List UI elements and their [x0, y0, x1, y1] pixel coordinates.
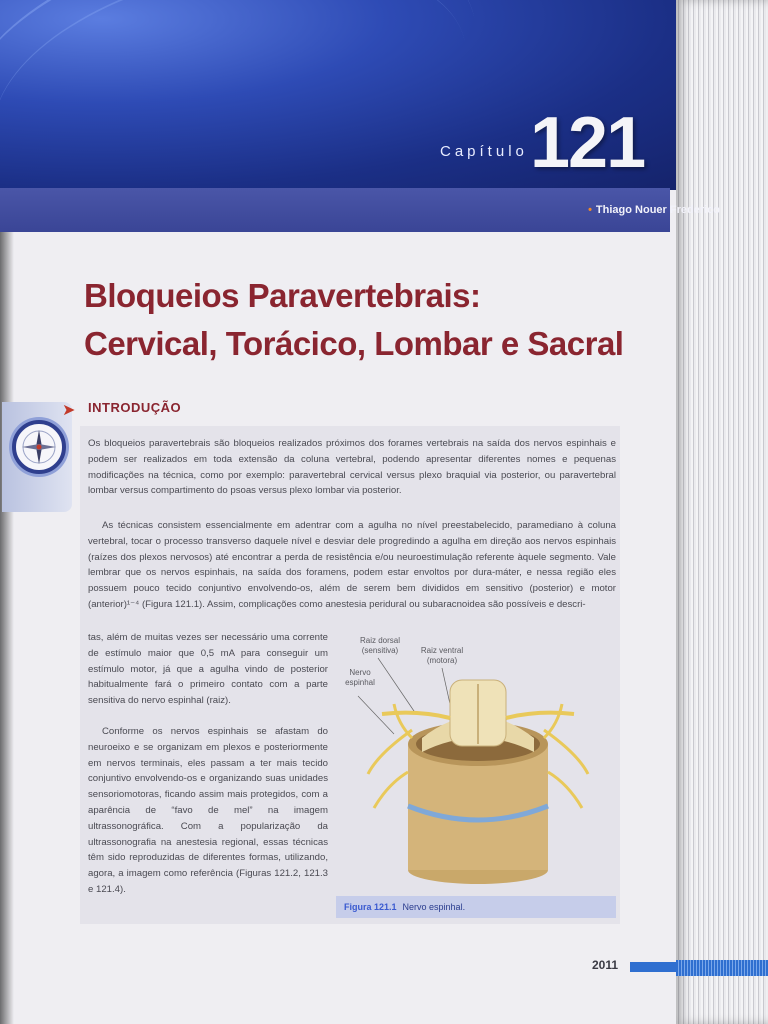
chapter-number: 121 [530, 103, 645, 183]
paragraph-2: As técnicas consistem essencialmente em adentrar com a agulha no nível preestabelecido, paramediano à coluna vertebral, tocar o processo transverso daquele nível e desviar dele progredindo a agulha em direção aos nervos espinhais (raízes dos plexos nervosos) até encontrar a perda de resistência e/ou neuroestimulação referente àquele segmento. Vale lembrar que os nervos espinhais, na saída dos foramens, podem estar envoltos por dura-máter, e nessa região eles possuem pouco tecido conjuntivo envolvendo-os, além de serem bem divididos em sensitivo (posterior) e motor (anterior)¹⁻⁴ (Figura 121.1). Assim, complicações como anestesia peridural ou subaracnoidea são possíveis e descri- [88, 520, 616, 610]
page-title [84, 272, 644, 368]
paragraph-1: Os bloqueios paravertebrais são bloqueios realizados próximos dos forames vertebrais na saída dos nervos espinhais e podem ser realizados em toda extensão da coluna vertebral, podendo apresentar diferentes nomes e pequenas modificações na técnica, como por exemplo: paravertebral cervical versus plexo braquial via posterior, ou paravertebral lombar versus compartimento do psoas versus plexo lombar via posterior. [88, 438, 616, 497]
caption-label: Figura 121.1 [344, 902, 397, 912]
title-line-2: Cervical, Torácico, Lombar e Sacral [84, 325, 624, 362]
page-number-bar [630, 962, 676, 972]
label-raiz-ventral: Raiz ventral (motora) [420, 646, 464, 665]
page-stack-edge [676, 0, 768, 1024]
page-edge-blue-tab [676, 960, 768, 976]
compass-icon [12, 420, 66, 474]
spinal-cord-illustration [338, 634, 618, 890]
bullet-icon: • [588, 204, 592, 216]
section-arrow-icon: ➤ [62, 402, 76, 419]
title-line-1: Bloqueios Paravertebrais: [84, 277, 481, 314]
figure-caption [336, 896, 616, 918]
section-heading: INTRODUÇÃO [88, 400, 182, 415]
page-number: 2011 [592, 958, 619, 972]
label-raiz-dorsal: Raiz dorsal (sensitiva) [359, 636, 400, 655]
paragraph-3: tas, além de muitas vezes ser necessário uma corrente de estímulo maior que 0,5 mA para conseguir um estímulo motor, já que a agulha vindo de posterior habitualmente fará o primeiro contato com a parte sensitiva do nervo espinhal (raiz). [88, 632, 328, 707]
caption-text: Nervo espinhal. [402, 902, 466, 912]
label-nervo-espinhal: Nervo espinhal [345, 668, 375, 687]
chapter-label: Capítulo [440, 143, 528, 160]
paragraph-4: Conforme os nervos espinhais se afastam do neuroeixo e se organizam em plexos e posteriormente em nervos terminais, eles passam a ter mais tecido conjuntivo envolvendo-os e organizando suas unidades sensoriomotoras, ficando assim mais protegidos, com a aparência de “favo de mel” na imagem ultrassonográfica. Com a popularização da ultrassonografia na anestesia regional, essas técnicas têm sido reproduzidas de diferentes formas, utilizando, agora, a imagem como referência (Figuras 121.2, 121.3 e 121.4). [88, 726, 328, 895]
figure-spinal-nerve [338, 634, 618, 890]
author-name: • Thiago Nouer Frederico [588, 204, 720, 216]
author-band [0, 188, 670, 232]
